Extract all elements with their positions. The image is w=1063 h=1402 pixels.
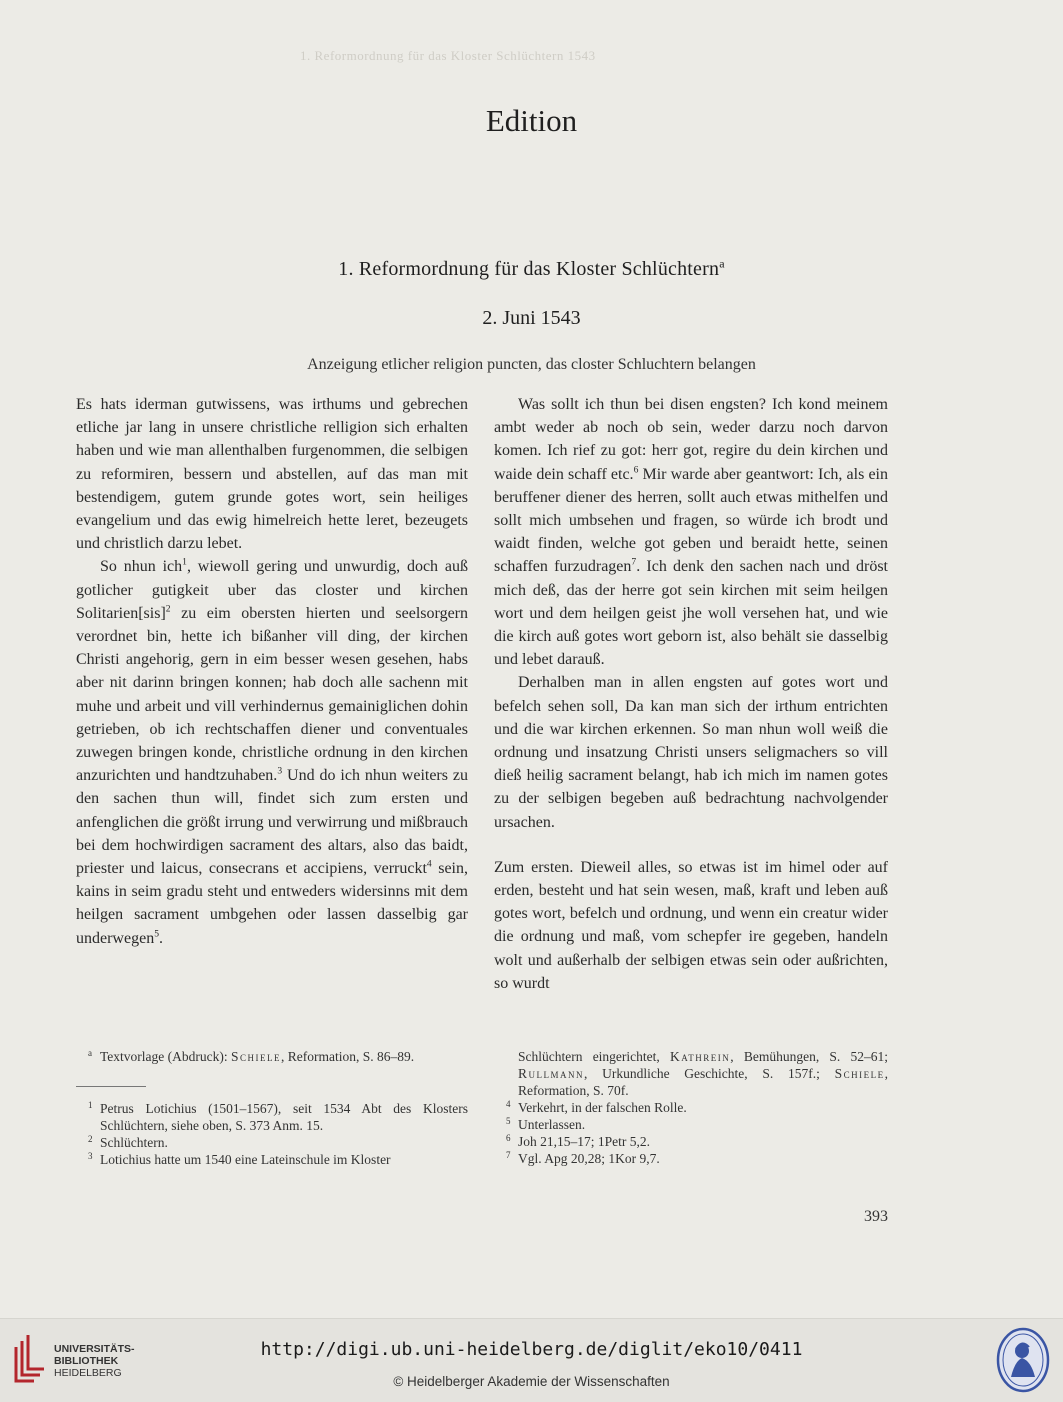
permalink-url[interactable]: http://digi.ub.uni-heidelberg.de/diglit/eko10/0411 xyxy=(260,1339,803,1360)
footnote-ref: 2 xyxy=(165,603,171,615)
footnote-continuation: Schlüchtern eingerichtet, Kathrein, Bemühungen, S. 52–61; Rullmann, Urkundliche Geschichte, S. 157f.; Schiele, Reformation, S. 70f. xyxy=(518,1049,889,1098)
footnote-ref: 3 xyxy=(277,765,283,777)
footnote-mark: 6 xyxy=(506,1133,511,1143)
bleed-through-header: 1. Reformordnung für das Kloster Schlüchtern 1543 xyxy=(300,48,596,63)
footnote-mark: a xyxy=(88,1048,92,1058)
footnote-ref: 7 xyxy=(631,557,637,569)
footnotes-right xyxy=(494,1048,888,1167)
document-subtitle: Anzeigung etlicher religion puncten, das closter Schluchtern belangen xyxy=(307,356,756,373)
paragraph: Was sollt ich thun bei disen engsten? Ich kond meinem ambt weder ab noch ob sein, weder darzu noch darvon komen. Ich rief zu got: herr got, regire du dein kirchen und waide dein schaff etc.$^6$ Mir warde aber geantwort: Ich, als ein beruffener diener des herren, sollt auch etwas mithelfen und sollt mich umbsehen und fragen, so würde ich brodt und waidt finden, welche got geben und beraidt hette, seinen schaffen furzudragen$^7$. Ich denk den sachen nach und dröst mich deß, das der herre got sein kirchen mit seim heilgen wort und dem heilgen geist jhe woll versehen hat, und wie die kirch auß gotes wort geborn ist, also behält sie dasselbig und lebet darauß. xyxy=(494,396,889,669)
footnote: 1 Petrus Lotichius (1501–1567), seit 1534 Abt des Klosters Schlüchtern, siehe oben, S. 373 Anm. 15. xyxy=(76,1100,468,1134)
footnote-ref: 5 xyxy=(154,928,159,940)
paragraph: Es hats iderman gutwissens, was irthums und gebrechen etliche jar lang in unsere christliche relligion sich erhalten haben und wie man allenthalben furgenommen, die selbigen zu reformiren, bessern und abstellen, auf das man mit bestendigem, gutem grunde gotes wort, sein heiliges evangelium und das ewig himelreich hette leret, bezeugets und christlich darzu lebet. xyxy=(76,396,468,553)
footnote: 2 Schlüchtern. xyxy=(76,1134,468,1151)
footnote: 3 Lotichius hatte um 1540 eine Lateinschule im Kloster xyxy=(76,1151,468,1168)
footnote: 5 Unterlassen. xyxy=(494,1116,888,1133)
text-apparatus-note: a Textvorlage (Abdruck): Schiele, Reformation, S. 86–89. xyxy=(76,1048,468,1065)
right-text-column xyxy=(494,393,888,995)
document-heading xyxy=(0,258,1063,281)
paragraph: So nhun ich$^1$, wiewoll gering und unwurdig, doch auß gotlicher gutigkeit uber das closter und kirchen Solitarien[sis]$^2$ zu eim obersten hierten und seelsorgern verordnet bin, hette ich bißanher vill ding, der kirchen Christi angehorig, gern in eim besser wesen gesehen, habs aber nit darinn bringen konnen; hab doch alle sachenn mit muhe und arbeit und vill verhindernus gemainiglichen dohin getrieben, ob ich rechtschaffen diener und conventuales zuwegen bringen konde, christliche ordnung in den kirchen anzurichten und handtzuhaben.$^3$ Und do ich nhun weiters zu den sachen thun will, findet sich zum ersten und anfenglichen die größt irrung und verwirrung und mißbrauch bei dem hochwirdigen sacrament des altars, also das baidt, priester und laicus, consecrans et accipiens, verruckt$^4$ sein, kains in seim gradu steht und entweders widersinns mit dem heilgen sacrament umbgehen oder lassen dasselbig gar underwegen$^5$. xyxy=(76,557,469,947)
paragraph: Zum ersten. Dieweil alles, so etwas ist im himel oder auf erden, besteht und hat sein wesen, maß, kraft und leben auß gotes wort, befelch und ordnung, und wenn ein creatur wider die ordnung und maß, vom schepfer ire gegeben, handeln wolt und außerhalb der selbigen etwas sein oder außrichten, so wurdt xyxy=(494,858,888,992)
footnote: 7 Vgl. Apg 20,28; 1Kor 9,7. xyxy=(494,1150,888,1167)
footnote-ref: 6 xyxy=(633,464,639,476)
footnote: 4 Verkehrt, in der falschen Rolle. xyxy=(494,1099,888,1116)
document-date: 2. Juni 1543 xyxy=(482,307,581,329)
paragraph: Derhalben man in allen engsten auf gotes wort und befelch sehen soll, Da kan man sich der irthum entrichten und die war kirchen erkennen. So man nhun woll weiß die ordnung und insatzung Christi unsers seligmachers so vill dieß heilig sacrament belangt, hab ich mich im namen gotes zu der selbigen begeben auß bedrachtung nachvolgender ursachen. xyxy=(494,674,888,831)
footnote-ref: 4 xyxy=(426,858,432,870)
heading-footnote-mark: a xyxy=(719,256,725,271)
footnote-ref: 1 xyxy=(182,557,187,569)
footnote: 6 Joh 21,15–17; 1Petr 5,2. xyxy=(494,1133,888,1150)
footnote-mark: 2 xyxy=(88,1134,93,1144)
footnote-mark: 4 xyxy=(506,1099,511,1109)
footnote-mark: 5 xyxy=(506,1116,511,1126)
viewer-footer xyxy=(0,1318,1063,1402)
library-name: UNIVERSITÄTS- BIBLIOTHEK HEIDELBERG xyxy=(54,1343,135,1379)
section-title: Edition xyxy=(485,103,578,138)
footnote-divider xyxy=(76,1086,146,1087)
heading-text: 1. Reformordnung für das Kloster Schlüchtern xyxy=(338,258,720,280)
footnotes-left xyxy=(76,1100,468,1168)
page-number: 393 xyxy=(864,1208,888,1225)
footnote-mark: 7 xyxy=(506,1150,511,1160)
academy-seal-icon[interactable] xyxy=(996,1327,1050,1393)
copyright-notice: © Heidelberger Akademie der Wissenschaften xyxy=(393,1374,670,1389)
left-text-column xyxy=(76,393,468,950)
footnote-mark: 3 xyxy=(88,1151,93,1161)
footnote-mark: 1 xyxy=(88,1100,93,1110)
